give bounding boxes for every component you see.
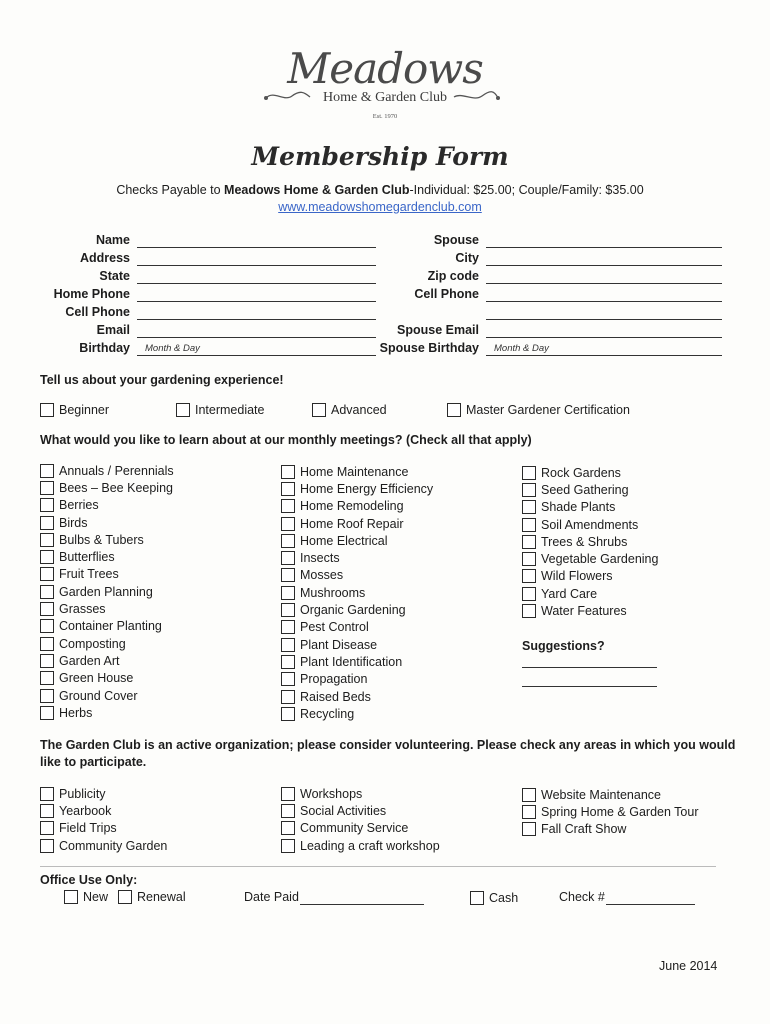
option-container-planting[interactable] — [40, 618, 174, 635]
option-home-remodeling[interactable] — [281, 498, 433, 515]
checkbox[interactable] — [281, 551, 295, 565]
checkbox[interactable] — [118, 890, 132, 904]
option-label: Soil Amendments — [541, 517, 639, 532]
option-label: Community Garden — [59, 838, 168, 853]
learn-column-1 — [40, 462, 174, 721]
option-label: Workshops — [300, 786, 363, 801]
experience-intermediate[interactable]: Intermediate — [176, 401, 264, 418]
checkbox[interactable] — [176, 403, 190, 417]
date-paid-line[interactable] — [300, 904, 424, 905]
club-logo-subtitle: Home & Garden Club — [322, 90, 448, 105]
option-home-electrical[interactable] — [281, 532, 433, 549]
checkbox[interactable] — [281, 465, 295, 479]
option-community-garden[interactable] — [40, 837, 167, 854]
checkbox[interactable] — [522, 483, 536, 497]
checkbox[interactable] — [312, 403, 326, 417]
checkbox[interactable] — [40, 567, 54, 581]
option-home-roof-repair[interactable] — [281, 515, 433, 532]
option-bulbs-tubers[interactable] — [40, 531, 174, 548]
checkbox[interactable] — [470, 891, 484, 905]
left-field-label: Cell Phone — [65, 305, 130, 319]
club-logo-name: Meadows — [287, 44, 483, 93]
option-label: Rock Gardens — [541, 465, 621, 480]
option-label: Publicity — [59, 786, 106, 801]
checkbox[interactable] — [522, 587, 536, 601]
experience-master-gardener[interactable]: Master Gardener Certification — [447, 401, 630, 418]
left-field-line[interactable] — [137, 301, 376, 302]
checkbox[interactable] — [522, 518, 536, 532]
left-field-line[interactable] — [137, 355, 376, 356]
option-label: Home Roof Repair — [300, 516, 404, 531]
checkbox[interactable] — [40, 619, 54, 633]
suggestions-label: Suggestions? — [522, 639, 605, 653]
right-field-line[interactable] — [486, 319, 722, 320]
checkbox[interactable] — [40, 654, 54, 668]
office-new[interactable]: New — [64, 888, 108, 905]
checkbox[interactable] — [522, 604, 536, 618]
option-fall-craft-show[interactable] — [522, 821, 699, 838]
checkbox[interactable] — [40, 804, 54, 818]
option-annuals-perennials[interactable] — [40, 462, 174, 479]
checkbox[interactable] — [40, 689, 54, 703]
left-field-label: Name — [95, 233, 130, 247]
learn-column-3 — [522, 464, 658, 620]
left-field-line[interactable] — [137, 319, 376, 320]
option-green-house[interactable] — [40, 670, 174, 687]
option-label: Plant Identification — [300, 654, 403, 669]
left-field-label: State — [99, 269, 130, 283]
checkbox[interactable] — [522, 822, 536, 836]
left-field-label: Email — [96, 323, 130, 337]
option-label: Insects — [300, 551, 340, 566]
checkbox[interactable] — [281, 787, 295, 801]
option-composting[interactable] — [40, 635, 174, 652]
checkbox[interactable] — [281, 517, 295, 531]
option-soil-amendments[interactable] — [522, 516, 658, 533]
payment-club-name: Meadows Home & Garden Club — [224, 183, 410, 197]
option-home-energy-efficiency[interactable] — [281, 480, 433, 497]
option-butterflies[interactable] — [40, 548, 174, 565]
option-label: Butterflies — [59, 550, 115, 565]
option-label: Recycling — [300, 706, 355, 721]
option-label: Container Planting — [59, 619, 162, 634]
right-field-line[interactable] — [486, 337, 722, 338]
payment-prefix: Checks Payable to — [116, 183, 225, 197]
option-home-maintenance[interactable] — [281, 463, 433, 480]
option-label: Birds — [59, 515, 88, 530]
right-field-line[interactable] — [486, 355, 722, 356]
option-label: Community Service — [300, 821, 409, 836]
office-use-title: Office Use Only: — [40, 873, 138, 887]
checkbox[interactable] — [64, 890, 78, 904]
option-website-maintenance[interactable] — [522, 786, 699, 803]
right-field-label: Cell Phone — [414, 287, 479, 301]
option-wild-flowers[interactable] — [522, 568, 658, 585]
option-garden-planning[interactable] — [40, 583, 174, 600]
club-website-link[interactable]: www.meadowshomegardenclub.com — [278, 200, 482, 214]
left-field-label: Birthday — [79, 341, 130, 355]
option-seed-gathering[interactable] — [522, 481, 658, 498]
checkbox[interactable] — [281, 804, 295, 818]
option-recycling[interactable] — [281, 705, 433, 722]
option-label: Home Maintenance — [300, 464, 409, 479]
volunteer-column-3 — [522, 786, 699, 838]
club-established: Est. 1970 — [372, 113, 398, 120]
checkbox[interactable] — [40, 839, 54, 853]
option-community-service[interactable] — [281, 820, 440, 837]
option-field-trips[interactable] — [40, 820, 167, 837]
experience-beginner[interactable]: Beginner — [40, 401, 109, 418]
left-field-hint: Month & Day — [145, 343, 200, 354]
form-title: Membership Form — [251, 142, 509, 171]
option-label: Spring Home & Garden Tour — [541, 804, 699, 819]
payment-info — [0, 183, 760, 197]
option-label: Annuals / Perennials — [59, 463, 174, 478]
checkbox[interactable] — [281, 568, 295, 582]
checkbox[interactable] — [281, 672, 295, 686]
option-organic-gardening[interactable] — [281, 601, 433, 618]
option-yard-care[interactable] — [522, 585, 658, 602]
checkbox[interactable] — [40, 821, 54, 835]
checkbox[interactable] — [40, 481, 54, 495]
option-workshops[interactable] — [281, 785, 440, 802]
volunteer-column-1 — [40, 785, 167, 854]
checkbox[interactable] — [40, 585, 54, 599]
checkbox[interactable] — [522, 552, 536, 566]
option-label: Organic Gardening — [300, 603, 406, 618]
option-label: Leading a craft workshop — [300, 838, 440, 853]
suggestions-line-1[interactable] — [522, 667, 657, 668]
checkbox[interactable] — [281, 638, 295, 652]
option-plant-disease[interactable] — [281, 636, 433, 653]
option-garden-art[interactable] — [40, 652, 174, 669]
option-label: Yard Care — [541, 586, 598, 601]
checkbox[interactable] — [40, 403, 54, 417]
option-label: Garden Art — [59, 653, 120, 668]
option-birds[interactable] — [40, 514, 174, 531]
right-field-hint: Month & Day — [494, 343, 549, 354]
checkbox[interactable] — [281, 620, 295, 634]
option-spring-home-garden-tour[interactable] — [522, 803, 699, 820]
left-field-line[interactable] — [137, 283, 376, 284]
option-label: Ground Cover — [59, 688, 138, 703]
option-label: Wild Flowers — [541, 569, 613, 584]
checkbox[interactable] — [522, 788, 536, 802]
left-field-label: Address — [79, 251, 130, 265]
option-label: Mosses — [300, 568, 344, 583]
option-insects[interactable] — [281, 549, 433, 566]
option-label: Mushrooms — [300, 585, 366, 600]
payment-amounts: -Individual: $25.00; Couple/Family: $35.00 — [409, 183, 644, 197]
option-label: Bees – Bee Keeping — [59, 480, 173, 495]
left-field-line[interactable] — [137, 247, 376, 248]
option-leading-a-craft-workshop[interactable] — [281, 837, 440, 854]
volunteer-text-line-1: The Garden Club is an active organization; please consider volunteering. Please check any areas in which you would — [40, 738, 736, 752]
checkbox[interactable] — [281, 707, 295, 721]
check-number-line[interactable] — [606, 904, 695, 905]
checkbox[interactable] — [447, 403, 461, 417]
checkbox[interactable] — [40, 464, 54, 478]
option-label: Herbs — [59, 705, 93, 720]
option-grasses[interactable] — [40, 600, 174, 617]
office-divider — [40, 866, 716, 867]
footer-date: June 2014 — [659, 959, 718, 973]
option-label: Shade Plants — [541, 500, 616, 515]
option-label: Composting — [59, 636, 126, 651]
option-label: Fall Craft Show — [541, 822, 627, 837]
checkbox[interactable] — [281, 534, 295, 548]
right-field-line[interactable] — [486, 265, 722, 266]
option-vegetable-gardening[interactable] — [522, 550, 658, 567]
right-field-label: Zip code — [427, 269, 479, 283]
option-label: Garden Planning — [59, 584, 153, 599]
checkbox[interactable] — [522, 569, 536, 583]
option-bees-bee-keeping[interactable] — [40, 479, 174, 496]
option-pest-control[interactable] — [281, 619, 433, 636]
option-raised-beds[interactable] — [281, 688, 433, 705]
left-field-line[interactable] — [137, 337, 376, 338]
checkbox[interactable] — [40, 550, 54, 564]
option-label: Raised Beds — [300, 689, 371, 704]
option-trees-shrubs[interactable] — [522, 533, 658, 550]
option-label: Grasses — [59, 602, 106, 617]
checkbox[interactable] — [40, 787, 54, 801]
checkbox[interactable] — [40, 516, 54, 530]
office-renewal[interactable]: Renewal — [118, 888, 186, 905]
right-field-label: Spouse — [433, 233, 479, 247]
option-label: Home Remodeling — [300, 499, 404, 514]
checkbox[interactable] — [40, 498, 54, 512]
experience-question: Tell us about your gardening experience! — [40, 373, 284, 387]
option-label: Trees & Shrubs — [541, 534, 628, 549]
volunteer-text-line-2: like to participate. — [40, 755, 147, 769]
option-label: Green House — [59, 671, 134, 686]
checkbox[interactable] — [281, 603, 295, 617]
option-label: Water Features — [541, 604, 627, 619]
checkbox[interactable] — [40, 706, 54, 720]
left-field-label: Home Phone — [53, 287, 130, 301]
option-shade-plants[interactable] — [522, 499, 658, 516]
checkbox[interactable] — [522, 535, 536, 549]
option-herbs[interactable] — [40, 704, 174, 721]
option-yearbook[interactable] — [40, 802, 167, 819]
option-publicity[interactable] — [40, 785, 167, 802]
option-ground-cover[interactable] — [40, 687, 174, 704]
checkbox[interactable] — [281, 482, 295, 496]
volunteer-column-2 — [281, 785, 440, 854]
checkbox[interactable] — [40, 533, 54, 547]
option-mosses[interactable] — [281, 567, 433, 584]
option-berries[interactable] — [40, 497, 174, 514]
option-label: Home Electrical — [300, 533, 388, 548]
option-label: Berries — [59, 498, 99, 513]
suggestions-line-2[interactable] — [522, 686, 657, 687]
option-water-features[interactable] — [522, 602, 658, 619]
checkbox[interactable] — [40, 671, 54, 685]
checkbox[interactable] — [522, 805, 536, 819]
left-field-line[interactable] — [137, 265, 376, 266]
right-field-line[interactable] — [486, 301, 722, 302]
option-plant-identification[interactable] — [281, 653, 433, 670]
checkbox[interactable] — [522, 466, 536, 480]
option-label: Plant Disease — [300, 637, 378, 652]
learn-column-2 — [281, 463, 433, 722]
option-propagation[interactable] — [281, 671, 433, 688]
checkbox[interactable] — [281, 839, 295, 853]
option-fruit-trees[interactable] — [40, 566, 174, 583]
option-label: Seed Gathering — [541, 482, 629, 497]
experience-advanced[interactable]: Advanced — [312, 401, 387, 418]
right-field-label: Spouse Birthday — [379, 341, 479, 355]
checkbox[interactable] — [281, 499, 295, 513]
checkbox[interactable] — [281, 586, 295, 600]
checkbox[interactable] — [281, 690, 295, 704]
option-label: Propagation — [300, 672, 368, 687]
option-label: Fruit Trees — [59, 567, 119, 582]
option-label: Pest Control — [300, 620, 369, 635]
right-field-label: Spouse Email — [397, 323, 479, 337]
option-label: Yearbook — [59, 803, 112, 818]
learn-question: What would you like to learn about at our monthly meetings? (Check all that apply) — [40, 433, 532, 447]
right-field-line[interactable] — [486, 247, 722, 248]
option-label: Field Trips — [59, 821, 117, 836]
checkbox[interactable] — [281, 655, 295, 669]
option-rock-gardens[interactable] — [522, 464, 658, 481]
checkbox[interactable] — [40, 602, 54, 616]
checkbox[interactable] — [281, 821, 295, 835]
checkbox[interactable] — [40, 637, 54, 651]
option-social-activities[interactable] — [281, 802, 440, 819]
option-label: Bulbs & Tubers — [59, 532, 144, 547]
date-paid-label: Date Paid — [244, 890, 299, 904]
right-field-line[interactable] — [486, 283, 722, 284]
check-number-label: Check # — [559, 890, 605, 904]
checkbox[interactable] — [522, 500, 536, 514]
right-field-label: City — [455, 251, 479, 265]
option-label: Home Energy Efficiency — [300, 481, 434, 496]
option-label: Vegetable Gardening — [541, 552, 659, 567]
option-mushrooms[interactable] — [281, 584, 433, 601]
option-label: Social Activities — [300, 803, 387, 818]
option-label: Website Maintenance — [541, 787, 661, 802]
office-cash[interactable]: Cash — [470, 889, 518, 906]
